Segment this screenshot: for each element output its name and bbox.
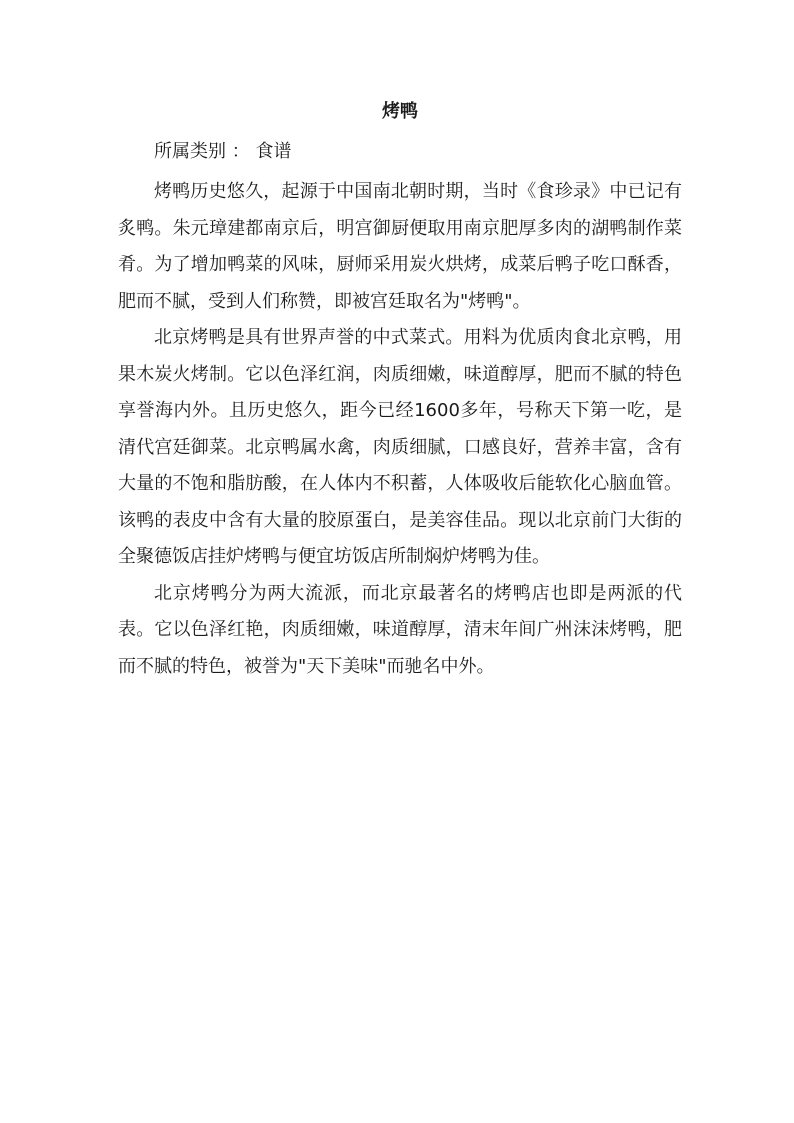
paragraph-beijing-duck: 北京烤鸭是具有世界声誉的中式菜式。用料为优质肉食北京鸭，用果木炭火烤制。它以色泽红润，肉质细嫩，味道醇厚，肥而不腻的特色享誉海内外。且历史悠久，距今已经1600多年，号称天下第一吃，是清代宫廷御菜。北京鸭属水禽，肉质细腻，口感良好，营养丰富，含有大量的不饱和脂肪酸，在人体内不积蓄，人体吸收后能软化心脑血管。该鸭的表皮中含有大量的胶原蛋白，是美容佳品。现以北京前门大街的全聚德饭店挂炉烤鸭与便宜坊饭店所制焖炉烤鸭为佳。 <box>118 327 682 567</box>
paragraph-history: 烤鸭历史悠久，起源于中国南北朝时期，当时《食珍录》中已记有炙鸭。朱元璋建都南京后，明宫御厨便取用南京肥厚多肉的湖鸭制作菜肴。为了增加鸭菜的风味，厨师采用炭火烘烤，成菜后鸭子吃口酥香，肥而不腻，受到人们称赞，即被宫廷取名为"烤鸭"。 <box>118 181 682 312</box>
paragraph-schools: 北京烤鸭分为两大流派，而北京最著名的烤鸭店也即是两派的代表。它以色泽红艳，肉质细嫩，味道醇厚，清末年间广州沫沫烤鸭，肥而不腻的特色，被誉为"天下美味"而驰名中外。 <box>118 582 682 677</box>
document-body <box>118 100 682 685</box>
category-line: 所属类别 ： 食谱 <box>154 141 292 162</box>
document-title: 烤鸭 <box>382 101 418 122</box>
